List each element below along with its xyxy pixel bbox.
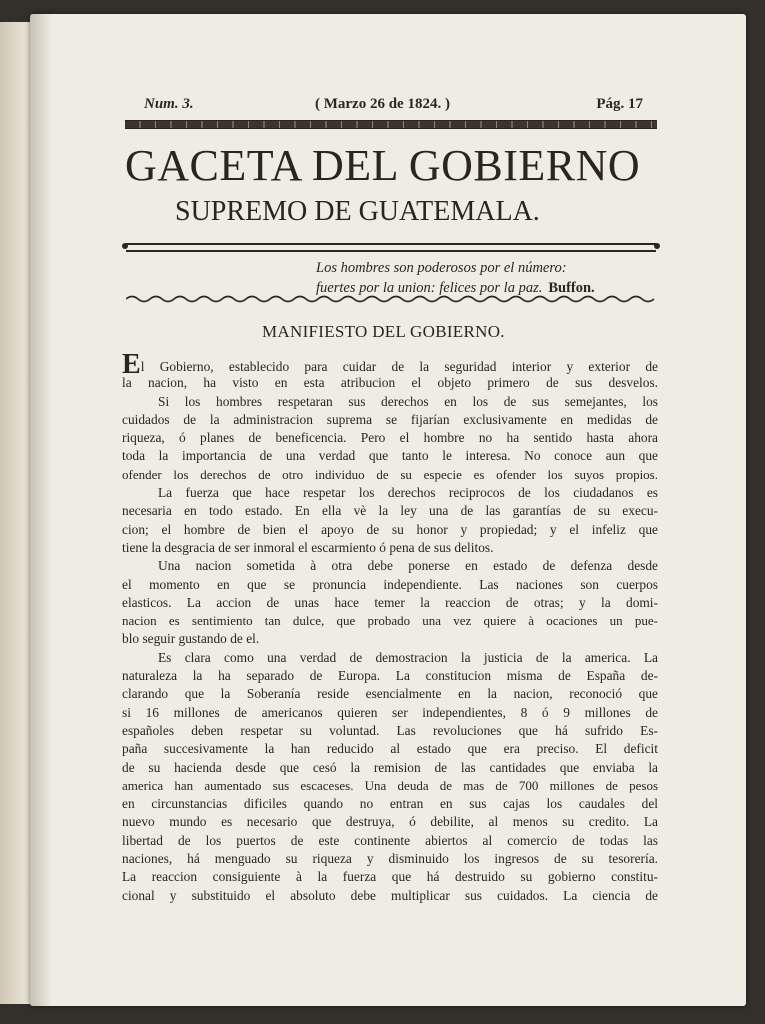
article-line: ofender los derechos de otro individuo de su especie es ofender los suyos propios. <box>122 466 658 482</box>
double-rule <box>126 243 656 252</box>
page-gutter-shadow <box>30 14 52 1006</box>
article-line: españoles deben respetar su voluntad. Las revoluciones que há sufrido Es- <box>122 722 658 738</box>
article-line: en circunstancias dificiles quando no entran en sus cajas los caudales del <box>122 796 658 812</box>
article-line: tiene la desgracia de ser inmoral el escarmiento ó pena de sus delitos. <box>122 539 494 555</box>
newspaper-subtitle: SUPREMO DE GUATEMALA. <box>175 196 540 227</box>
article-line: necesaria en todo estado. En ella vè la ley una de las garantías de su execu- <box>122 503 658 519</box>
article-line: nuevo mundo es necesario que destruya, ó debilite, al menos su credito. La <box>122 814 658 830</box>
page-number: Pág. 17 <box>596 96 643 112</box>
article-line: paña succesivamente la han reducido al estado que era preciso. El deficit <box>122 741 658 757</box>
article-title: MANIFIESTO DEL GOBIERNO. <box>262 322 505 341</box>
issue-number: Num. 3. <box>144 96 194 112</box>
article-line: cional y substituido el absoluto debe multiplicar sus cuidados. La ciencia de <box>122 887 658 903</box>
article-line: Una nacion sometida à otra debe ponerse en estado de defenza desde <box>158 558 658 574</box>
epigraph-line-1: Los hombres son poderosos por el número: <box>316 260 567 276</box>
article-line-text: l Gobierno, establecido para cuidar de la seguridad interior y exterior de <box>140 359 658 374</box>
wavy-rule <box>126 294 658 304</box>
article-line: cion; el hombre de bien el apoyo de su honor y propiedad; y el infeliz que <box>122 521 658 537</box>
article-line: riqueza, ó planes de beneficencia. Pero el hombre no ha sentido hasta ahora <box>122 430 658 446</box>
article-line: blo seguir gustando de el. <box>122 631 260 647</box>
article-line: america han aumentado sus escaceses. Una deuda de mas de 700 millones de pesos <box>122 777 658 793</box>
article-line: naturaleza la ha separado de Europa. La constitucion misma de España de- <box>122 668 658 684</box>
article-line: de su hacienda desde que cesó la remision de las cantidades que enviaba la <box>122 759 658 775</box>
masthead-info-line <box>140 96 655 122</box>
article-line <box>122 349 658 380</box>
article-line: nacion es sentimiento tan dulce, que probado una vez quiere à ocaciones un pue- <box>122 613 658 629</box>
article-line: La reaccion consiguiente à la fuerza que há destruido su gobierno constitu- <box>122 869 658 885</box>
article-line: el momento en que se pronuncia independiente. Las naciones son cuerpos <box>122 576 658 592</box>
article-line: clarando que la Soberanía reside esencialmente en la nacion, reconoció que <box>122 686 658 702</box>
epigraph-author: Buffon. <box>548 280 595 296</box>
epigraph <box>316 258 661 298</box>
article-line: la nacion, ha visto en esta atribucion el objeto primero de sus desvelos. <box>122 375 658 391</box>
newspaper-title: GACETA DEL GOBIERNO <box>125 141 641 190</box>
article-line: La fuerza que hace respetar los derechos reciprocos de los ciudadanos es <box>158 485 658 501</box>
article-line: Si los hombres respetaran sus derechos en los de sus semejantes, los <box>158 393 658 409</box>
article-line: Es clara como una verdad de demostracion la justicia de la america. La <box>158 649 658 665</box>
article-line: naciones, há menguado su riqueza y disminuido los ingresos de su tesorería. <box>122 851 658 867</box>
article-line: cuidados de la administracion suprema se fijarían exclusivamente en medidas de <box>122 411 658 427</box>
epigraph-line-2-text: fuertes por la union: felices por la paz. <box>316 280 543 296</box>
drop-cap: E <box>122 349 141 380</box>
issue-date: ( Marzo 26 de 1824. ) <box>315 96 450 112</box>
article-body <box>122 349 658 905</box>
article-line: elasticos. La accion de unas hace temer la reaccion de otras; y la domi- <box>122 594 658 610</box>
article-line: libertad de los puertos de este continente abiertos al comercio de todas las <box>122 832 658 848</box>
ornamental-rule-top <box>125 120 657 129</box>
article-line: toda la importancia de una verdad que tanto le interesa. No conoce aun que <box>122 448 658 464</box>
article-line: si 16 millones de americanos quieren ser independientes, 8 ó 9 millones de <box>122 704 658 720</box>
